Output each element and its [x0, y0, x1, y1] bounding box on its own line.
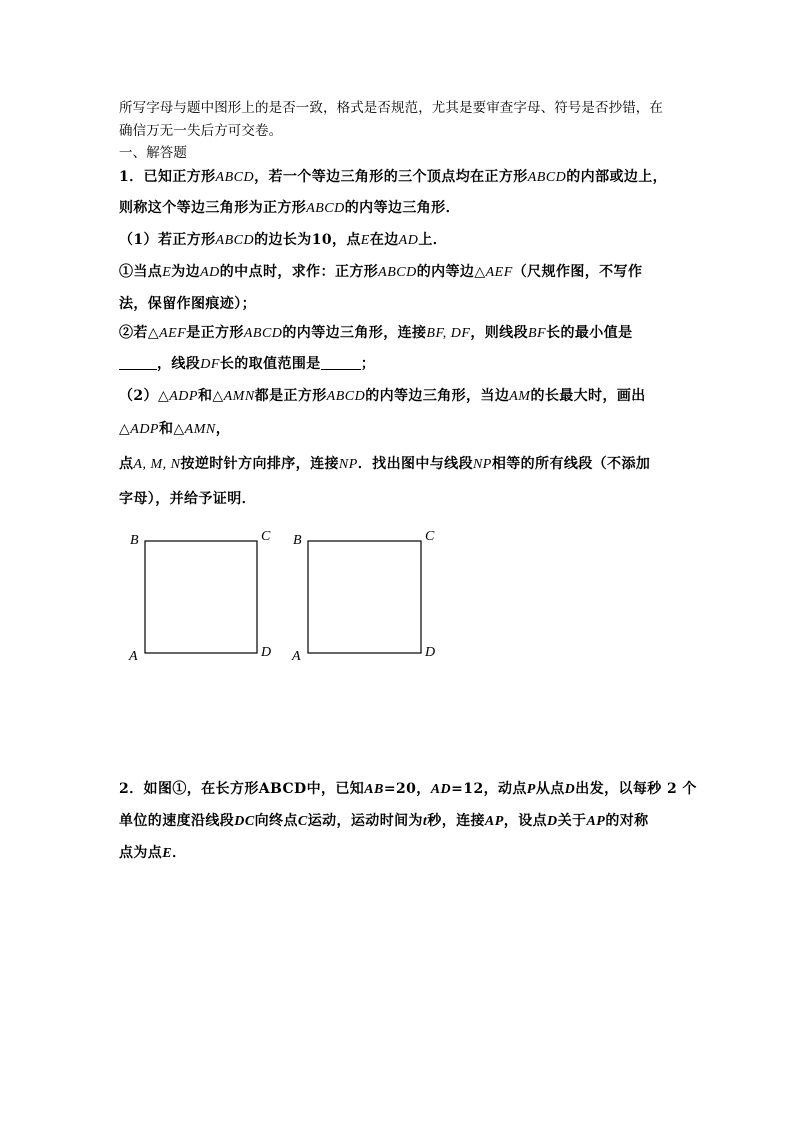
math: △ADP	[119, 422, 159, 437]
q1-line-11	[119, 488, 256, 508]
text: 向终点	[254, 813, 298, 829]
vertex-label-d: D	[261, 645, 272, 660]
text: 和	[197, 388, 213, 404]
text: ，设点	[503, 813, 547, 829]
text: 1．已知正方形	[119, 169, 216, 185]
q1-line-4	[119, 261, 642, 281]
text: （2）	[119, 388, 158, 404]
text: ①当点	[119, 264, 163, 280]
q1-line-5	[119, 293, 256, 313]
answer-blank[interactable]	[119, 355, 157, 370]
math: ABCD	[378, 265, 417, 280]
text: 的内部或边上，	[566, 169, 668, 185]
text: 法，保留作图痕迹）；	[119, 296, 256, 312]
q2-line-2	[119, 810, 649, 830]
section-title: 一、解答题	[119, 145, 187, 161]
q1-line-6	[119, 322, 633, 342]
math: AD	[430, 782, 452, 797]
square-figures	[0, 520, 794, 720]
text: ，	[215, 421, 231, 437]
text: 的中点时，求作：正方形	[219, 264, 379, 280]
text: ，线段	[157, 356, 201, 372]
q1-line-8	[119, 385, 646, 405]
math: t	[422, 814, 428, 829]
math: ABCD	[215, 170, 255, 185]
text: 中，已知	[306, 781, 365, 797]
q2-line-1	[119, 778, 697, 798]
math: △ADP	[157, 389, 198, 404]
math: ABCD	[243, 326, 283, 341]
text: 是正方形	[186, 325, 244, 341]
text: ．找出图中与线段	[357, 456, 473, 472]
text: 2．如图①，在长方形	[119, 781, 259, 797]
math: E	[360, 233, 370, 248]
math: E	[162, 846, 173, 861]
text: （尺规作图，不写作	[512, 264, 643, 280]
q1-line-1	[119, 166, 667, 186]
text: 的内等边三角形，连接	[282, 325, 427, 341]
text: ；	[360, 356, 376, 372]
intro-line-2: 确信万无一失后方可交卷。	[119, 123, 283, 139]
square-figure-2	[291, 529, 435, 664]
text: 相等的所有线段（不添加	[491, 456, 651, 472]
text: （1）若正方形	[119, 232, 216, 248]
q1-line-7	[119, 353, 375, 373]
vertex-label-a: A	[129, 649, 138, 664]
text: ABCD	[258, 781, 307, 797]
text: 为边	[171, 264, 201, 280]
math: NP	[338, 457, 358, 472]
square-figure-1	[128, 529, 271, 664]
answer-blank[interactable]	[321, 355, 361, 370]
math: ABCD	[326, 389, 366, 404]
math: DC	[234, 814, 255, 829]
math: D	[547, 814, 558, 829]
math: ABCD	[215, 233, 255, 248]
vertex-label-c: C	[425, 529, 435, 544]
text: 点	[119, 456, 134, 472]
vertex-label-c: C	[261, 529, 271, 544]
math: AP	[484, 814, 504, 829]
text: 长的最小值是	[546, 325, 633, 341]
math: ABCD	[527, 170, 567, 185]
math: P	[526, 782, 536, 797]
math: E	[162, 265, 172, 280]
math: AB	[364, 782, 384, 797]
text: 则称这个等边三角形为正方形	[119, 200, 307, 216]
q2-line-3	[119, 842, 186, 862]
math: AD	[200, 265, 220, 280]
math: AD	[398, 233, 419, 248]
square-abcd	[308, 541, 421, 653]
q1-line-10	[119, 453, 650, 473]
text: 字母），并给予证明．	[119, 491, 256, 507]
math: BF	[527, 326, 547, 341]
vertex-label-b: B	[130, 533, 139, 548]
math: AP	[586, 814, 606, 829]
square-abcd	[145, 541, 257, 653]
text: 出发，以每秒 2 个	[575, 781, 697, 797]
text: 和	[158, 421, 174, 437]
text: =20，	[383, 781, 431, 797]
math: C	[297, 814, 308, 829]
text: 的内等边	[416, 264, 475, 280]
math: △AEF	[147, 326, 187, 341]
text: 秒，连接	[427, 813, 485, 829]
math: NP	[472, 457, 492, 472]
text: 关于	[557, 813, 587, 829]
text: 的内等边三角形．	[344, 200, 460, 216]
q1-line-9	[119, 418, 230, 438]
vertex-label-d: D	[425, 645, 436, 660]
vertex-label-a: A	[292, 649, 301, 664]
text: 长的取值范围是	[219, 356, 321, 372]
text: =12，动点	[451, 781, 527, 797]
intro-line-1: 所写字母与题中图形上的是否一致，格式是否规范，尤其是要审查字母、符号是否抄错，在	[119, 100, 663, 116]
text: 上．	[418, 232, 448, 248]
text: 运动，运动时间为	[307, 813, 423, 829]
math: DF	[200, 357, 220, 372]
math: △AMN	[212, 389, 255, 404]
vertex-label-b: B	[293, 533, 302, 548]
text: 的边长为10，点	[254, 232, 361, 248]
text: ，若一个等边三角形的三个顶点均在正方形	[254, 169, 528, 185]
text: ．	[172, 845, 187, 861]
text: 的长最大时，画出	[530, 388, 646, 404]
math: A, M, N	[133, 457, 181, 472]
math: BF, DF	[426, 326, 471, 341]
text: ②若	[119, 325, 148, 341]
text: 的对称	[605, 813, 649, 829]
text: 的内等边三角形，当边	[365, 388, 510, 404]
text: 按逆时针方向排序，连接	[180, 456, 339, 472]
text: 都是正方形	[254, 388, 327, 404]
text: 单位的速度沿线段	[119, 813, 235, 829]
math: △AMN	[173, 422, 216, 437]
q1-line-3	[119, 229, 447, 249]
math: AM	[509, 389, 531, 404]
math: D	[564, 782, 576, 797]
math: ABCD	[306, 201, 345, 216]
text: 从点	[535, 781, 565, 797]
text: 点为点	[119, 845, 163, 861]
text: ，则线段	[470, 325, 528, 341]
math: △AEF	[474, 265, 513, 280]
text: 在边	[369, 232, 399, 248]
q1-line-2	[119, 197, 460, 217]
